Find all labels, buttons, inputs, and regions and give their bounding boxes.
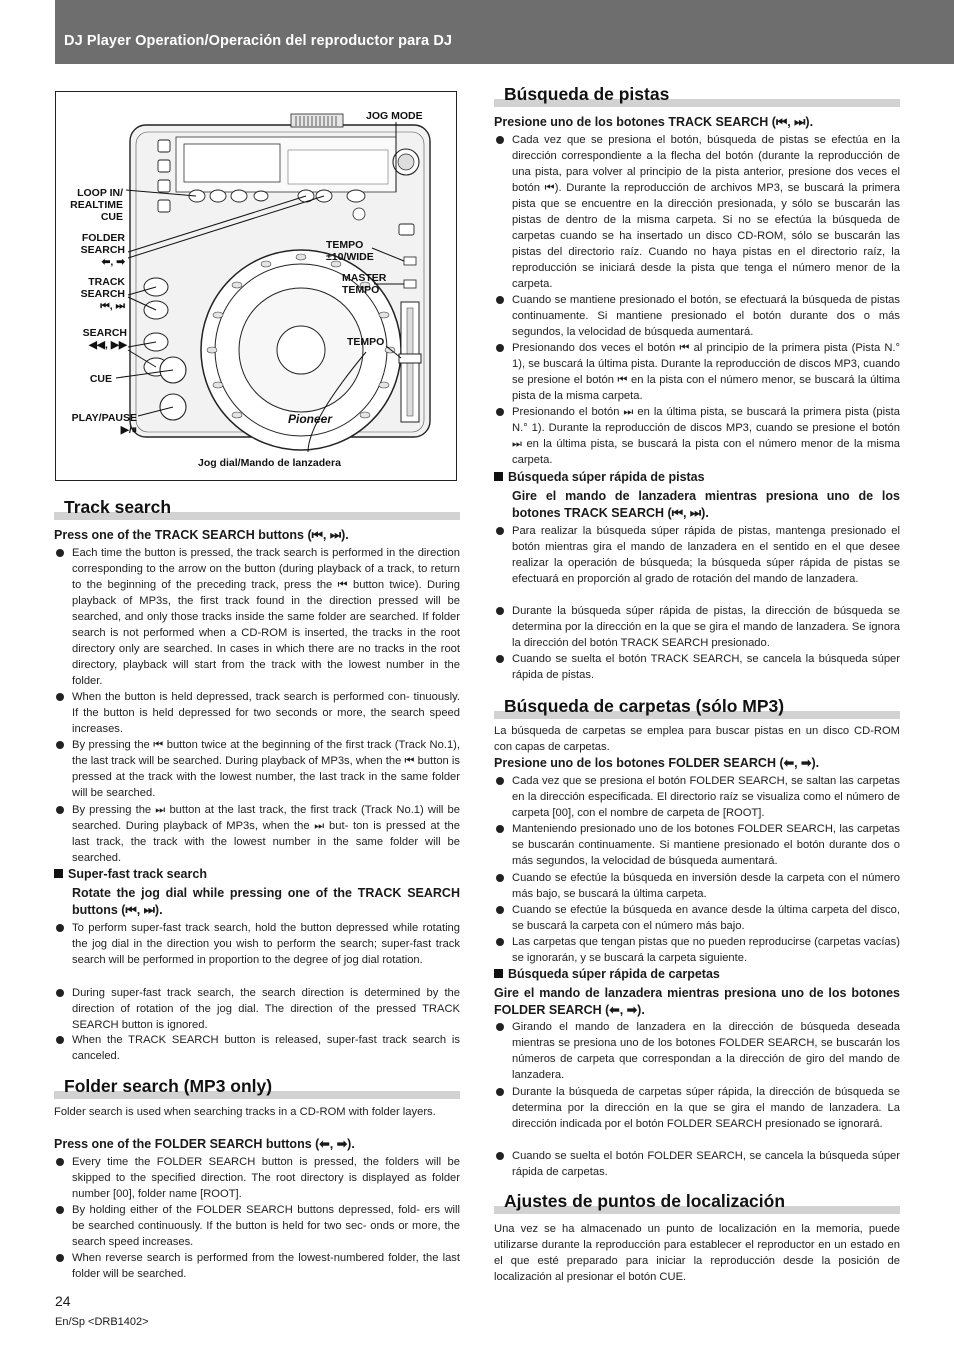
label-play-pause: PLAY/PAUSE ▶/⏸	[71, 412, 137, 436]
bullet: To perform super-fast track search, hold the button depressed while rotating the jog dial in the direction you wish to perform the search; super-fast track search will be performed in proportion to the degree of jog dial rotation.	[72, 922, 460, 966]
bullet: When reverse search is performed from the lowest-numbered folder, the last folder will be searched.	[72, 1252, 460, 1280]
section-title-busqueda-pistas: Búsqueda de pistas	[494, 87, 900, 107]
label-jog-mode: JOG MODE	[366, 110, 423, 122]
bullet: Cuando se suelta el botón FOLDER SEARCH, se cancela la búsqueda súper rápida de carpetas.	[512, 1150, 900, 1178]
bullet: Presionando el botón ⏭ en la última pista, se buscará la primera pista (pista N.° 1). Durante la reproducción de discos MP3, cuando se presione el botón ⏭ en la última pista, se buscará la pista con el número menor de la misma carpeta.	[512, 406, 900, 466]
device-figure	[55, 91, 457, 481]
subheading-super-fast: Super-fast track search	[54, 866, 460, 883]
bullet: When the TRACK SEARCH button is released, super-fast track search is canceled.	[72, 1034, 460, 1062]
bullet: By pressing the ⏭ button at the last track, the first track (Track No.1) will be searched. During playback of MP3s, when the ⏭ but- ton is pressed at the last track, the track with the lowest number in the same folder will be searched.	[72, 804, 460, 864]
instruction-track-search: Press one of the TRACK SEARCH buttons (⏮, ⏭).	[54, 528, 349, 542]
label-loop: LOOP IN/ REALTIME CUE	[70, 187, 123, 223]
bullet: During super-fast track search, the search direction is determined by the direction of rotation of the jog dial. The direction of the pressed TRACK SEARCH button is ignored.	[72, 987, 460, 1031]
section-title-ajustes: Ajustes de puntos de localización	[494, 1194, 900, 1214]
instruction-super-fast: Rotate the jog dial while pressing one of the TRACK SEARCH buttons (⏮, ⏭).	[72, 886, 460, 917]
label-folder-search: FOLDER SEARCH ⬅, ➡	[80, 232, 125, 268]
bullet: Girando el mando de lanzadera en la dirección de búsqueda deseada mientras se presiona uno de los botones FOLDER SEARCH, se buscarán los números de carpeta que correspondan a la dirección de giro del mando de lanzadera.	[512, 1021, 900, 1081]
document-id: En/Sp <DRB1402>	[55, 1316, 149, 1328]
instruction-folder-search: Press one of the FOLDER SEARCH buttons (⬅, ➡).	[54, 1137, 355, 1151]
section-title-folder-search: Folder search (MP3 only)	[54, 1079, 460, 1099]
bullet: Durante la búsqueda de carpetas súper rápida, la dirección de búsqueda se determina por la dirección en la que se gira el mando de lanzadera. La dirección indicada por el botón FOLDER SEARCH presionado se ignorará.	[512, 1086, 900, 1130]
section-title-busqueda-carpetas: Búsqueda de carpetas (sólo MP3)	[494, 699, 900, 719]
instruction-super-rapida-pistas: Gire el mando de lanzadera mientras presiona uno de los botones TRACK SEARCH (⏮, ⏭).	[512, 489, 900, 520]
label-search: SEARCH ◀◀, ▶▶	[82, 327, 127, 351]
subheading-super-rapida-carpetas: Búsqueda súper rápida de carpetas	[494, 966, 900, 983]
page-number: 24	[55, 1293, 71, 1309]
intro-busqueda-carpetas: La búsqueda de carpetas se emplea para buscar pistas en un disco CD-ROM con capas de carpetas.	[494, 725, 900, 753]
label-master-tempo: MASTER TEMPO	[342, 272, 387, 296]
bullet: Durante la búsqueda súper rápida de pistas, la dirección de búsqueda se determina por la dirección en la que se gira el mando de lanzadera. Se ignora la dirección del botón TRACK SEARCH presionado.	[512, 605, 900, 649]
label-cue: CUE	[89, 373, 112, 385]
bullet: By holding either of the FOLDER SEARCH buttons depressed, fold- ers will be searched continuously. If the button is held for two sec- onds or more, the search speed increases.	[72, 1204, 460, 1248]
intro-folder-search: Folder search is used when searching tracks in a CD-ROM with folder layers.	[54, 1106, 436, 1118]
bullet: Las carpetas que tengan pistas que no pueden reproducirse (carpetas vacías) se ignorarán, y se buscará la carpeta siguiente.	[512, 936, 900, 964]
bullet: Para realizar la búsqueda súper rápida de pistas, mantenga presionado el botón mientras gira el mando de lanzadera en el sentido en el que desee realizar la operación de búsqueda; la búsqueda súper rápida de pistas se efectuará en proporción al grado de rotación del mando de lanzadera.	[512, 525, 900, 585]
bullet: When the button is held depressed, track search is performed con- tinuously. If the button is held depressed for two seconds or more, the search speed increases.	[72, 691, 460, 735]
bullet: Cuando se efectúe la búsqueda en inversión desde la carpeta con el número más bajo, se buscará la última carpeta.	[512, 872, 900, 900]
header-bar	[55, 0, 954, 64]
bullet: Cada vez que se presiona el botón, búsqueda de pistas se efectúa en la dirección correspondiente a la flecha del botón (durante la reproducción de una pista, para volver al principio de la pista anterior, presione dos veces el botón ⏮). Durante la reproducción de archivos MP3, se buscará la primera pista que se encuentre en la dirección presionada, y sólo se buscarán las pistas de dentro de la misma carpeta. Si no se efectúa la búsqueda de carpetas cuando se ha insertado un disco CD-ROM, sólo se buscarán las pistas del directorio raíz. Cuando no haya pistas en el directorio raíz, la reproducción se iniciará desde la pista que tenga el número menor de la carpeta.	[512, 134, 900, 290]
subheading-super-rapida-pistas: Búsqueda súper rápida de pistas	[494, 469, 900, 486]
page-header-title: DJ Player Operation/Operación del reproductor para DJ	[64, 33, 453, 49]
label-tempo-wide: TEMPO ±10/WIDE	[326, 239, 374, 263]
bullet: Every time the FOLDER SEARCH button is pressed, the folders will be skipped to the specified direction. The root directory is displayed as folder number [00], folder name [ROOT].	[72, 1156, 460, 1200]
bullet: Cuando se suelta el botón TRACK SEARCH, se cancela la búsqueda súper rápida de pistas.	[512, 653, 900, 681]
bullet: Presionando dos veces el botón ⏮ al principio de la primera pista (Pista N.° 1), se buscará la última pista. Durante la reproducción de discos MP3, cuando se presione el botón ⏮ en la pista con el número menor, se buscará la última pista de la misma carpeta.	[512, 342, 900, 402]
section-title-track-search: Track search	[54, 500, 460, 520]
label-track-search: TRACK SEARCH ⏮, ⏭	[80, 276, 125, 312]
label-jog-dial: Jog dial/Mando de lanzadera	[198, 457, 341, 469]
instruction-super-rapida-carpetas: Gire el mando de lanzadera mientras presiona uno de los botones FOLDER SEARCH (⬅, ➡).	[494, 986, 900, 1017]
bullet: By pressing the ⏮ button twice at the beginning of the first track (Track No.1), the last track will be searched. During playback of MP3s, when the ⏮ button is pressed at the track with the lowest number, the last track in the same folder will be searched.	[72, 739, 460, 799]
ajustes-text: Una vez se ha almacenado un punto de localización en la memoria, puede utilizarse durante la reproducción para establecer el reproductor en un estado en el que esté preparado para iniciar la reproducción desde la posición de localización al presionar el botón CUE.	[494, 1223, 900, 1283]
label-tempo: TEMPO	[347, 336, 385, 348]
bullet: Manteniendo presionado uno de los botones FOLDER SEARCH, las carpetas se buscarán continuamente. Si mantiene presionado el botón durante dos o más segundos, la velocidad de búsqueda aumentará.	[512, 823, 900, 867]
bullet: Cuando se mantiene presionado el botón, se efectuará la búsqueda de pistas continuamente. Si mantiene presionado el botón durante dos o más segundos, la velocidad de búsqueda aumentará.	[512, 294, 900, 338]
bullet: Each time the button is pressed, the track search is performed in the direction corresponding to the arrow on the button (during playback of a track, to return to the beginning of the preceding track, press the ⏮ button twice). During playback of MP3s, the first track found in the direction pressed will be searched, and only those tracks inside the same folder are searched. If folder search is not performed when a CD-ROM is inserted, the tracks in the root directory only are searched. In cases in which there are no tracks in the root directory, playback will start from the track with the lowest number in the folder.	[72, 547, 460, 687]
instruction-busqueda-carpetas: Presione uno de los botones FOLDER SEARCH (⬅, ➡).	[494, 756, 820, 770]
brand-logo: Pioneer	[288, 412, 333, 426]
bullet: Cada vez que se presiona el botón FOLDER SEARCH, se saltan las carpetas en la dirección especificada. El directorio raíz se visualiza como el número de carpeta [00], con el nombre de carpeta de [ROOT].	[512, 775, 900, 819]
instruction-busqueda-pistas: Presione uno de los botones TRACK SEARCH (⏮, ⏭).	[494, 115, 814, 129]
bullet: Cuando se efectúe la búsqueda en avance desde la última carpeta del disco, se buscará la carpeta con el número más bajo.	[512, 904, 900, 932]
